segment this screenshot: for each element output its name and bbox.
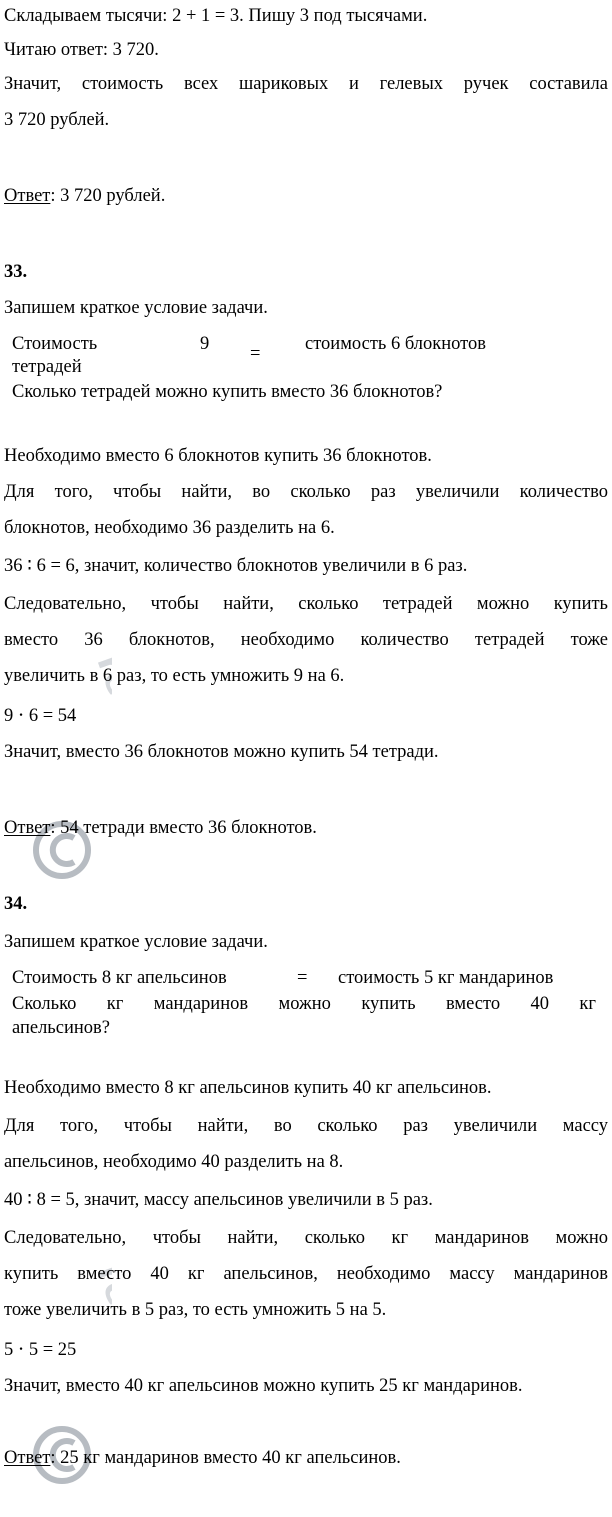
text-line: блокнотов, необходимо 36 разделить на 6. [4, 518, 335, 538]
problem-number: 34. [4, 894, 28, 914]
text-line: Запишем краткое условие задачи. [4, 932, 268, 952]
text-line: Для того, чтобы найти, во сколько раз увеличили массу [4, 1116, 608, 1136]
condition-cell: Стоимость 8 кг апельсинов [12, 968, 227, 988]
text-line: увеличить в 6 раз, то есть умножить 9 на 6. [4, 666, 345, 686]
condition-cell: Стоимость [12, 334, 98, 354]
answer-line [4, 184, 165, 208]
text-line: Для того, чтобы найти, во сколько раз увеличили количество [4, 482, 608, 502]
condition-equals: = [297, 968, 308, 988]
answer-label: Ответ [4, 1448, 51, 1468]
answer-label: Ответ [4, 186, 51, 206]
answer-line [4, 816, 317, 840]
answer-text: : 25 кг мандаринов вместо 40 кг апельсинов. [50, 1448, 401, 1468]
text-line: 36 ∶ 6 = 6, значит, количество блокнотов увеличили в 6 раз. [4, 556, 468, 576]
condition-question: апельсинов? [12, 1018, 110, 1038]
answer-line [4, 1446, 401, 1470]
condition-question: Сколько тетрадей можно купить вместо 36 блокнотов? [12, 382, 443, 402]
condition-cell: стоимость 6 блокнотов [305, 334, 487, 354]
condition-question: Сколько кг мандаринов можно купить вместо 40 кг [12, 994, 596, 1014]
condition-equals: = [250, 344, 261, 364]
condition-cell: тетрадей [12, 357, 82, 377]
svg-text:reshak.ru: reshak.ru [88, 1259, 112, 1446]
text-line: Необходимо вместо 6 блокнотов купить 36 блокнотов. [4, 446, 432, 466]
text-line: вместо 36 блокнотов, необходимо количество тетрадей тоже [4, 630, 608, 650]
text-line: Необходимо вместо 8 кг апельсинов купить 40 кг апельсинов. [4, 1078, 492, 1098]
answer-label: Ответ [4, 818, 51, 838]
condition-cell: 9 [200, 334, 210, 354]
formula-line: 9 ⋅ 6 = 54 [4, 706, 77, 726]
svg-text:reshak.ru: reshak.ru [88, 649, 112, 836]
text-line: 40 ∶ 8 = 5, значит, массу апельсинов увеличили в 5 раз. [4, 1190, 433, 1210]
text-line: Следовательно, чтобы найти, сколько тетрадей можно купить [4, 594, 608, 614]
text-line: 3 720 рублей. [4, 110, 110, 130]
answer-text: : 54 тетради вместо 36 блокнотов. [50, 818, 317, 838]
text-line: Читаю ответ: 3 720. [4, 40, 159, 60]
text-line: апельсинов, необходимо 40 разделить на 8. [4, 1152, 344, 1172]
text-line: Запишем краткое условие задачи. [4, 298, 268, 318]
problem-number: 33. [4, 262, 28, 282]
text-line: купить вместо 40 кг апельсинов, необходимо массу мандаринов [4, 1264, 608, 1284]
text-line: тоже увеличить в 5 раз, то есть умножить 5 на 5. [4, 1300, 387, 1320]
text-line: Значит, вместо 40 кг апельсинов можно купить 25 кг мандаринов. [4, 1376, 523, 1396]
text-line: Складываем тысячи: 2 + 1 = 3. Пишу 3 под тысячами. [4, 6, 428, 26]
formula-line: 5 ⋅ 5 = 25 [4, 1340, 77, 1360]
condition-cell: стоимость 5 кг мандаринов [338, 968, 554, 988]
text-line: Следовательно, чтобы найти, сколько кг мандаринов можно [4, 1228, 608, 1248]
text-line: Значит, стоимость всех шариковых и гелевых ручек составила [4, 74, 608, 94]
text-line: Значит, вместо 36 блокнотов можно купить 54 тетради. [4, 742, 439, 762]
answer-text: : 3 720 рублей. [50, 186, 166, 206]
